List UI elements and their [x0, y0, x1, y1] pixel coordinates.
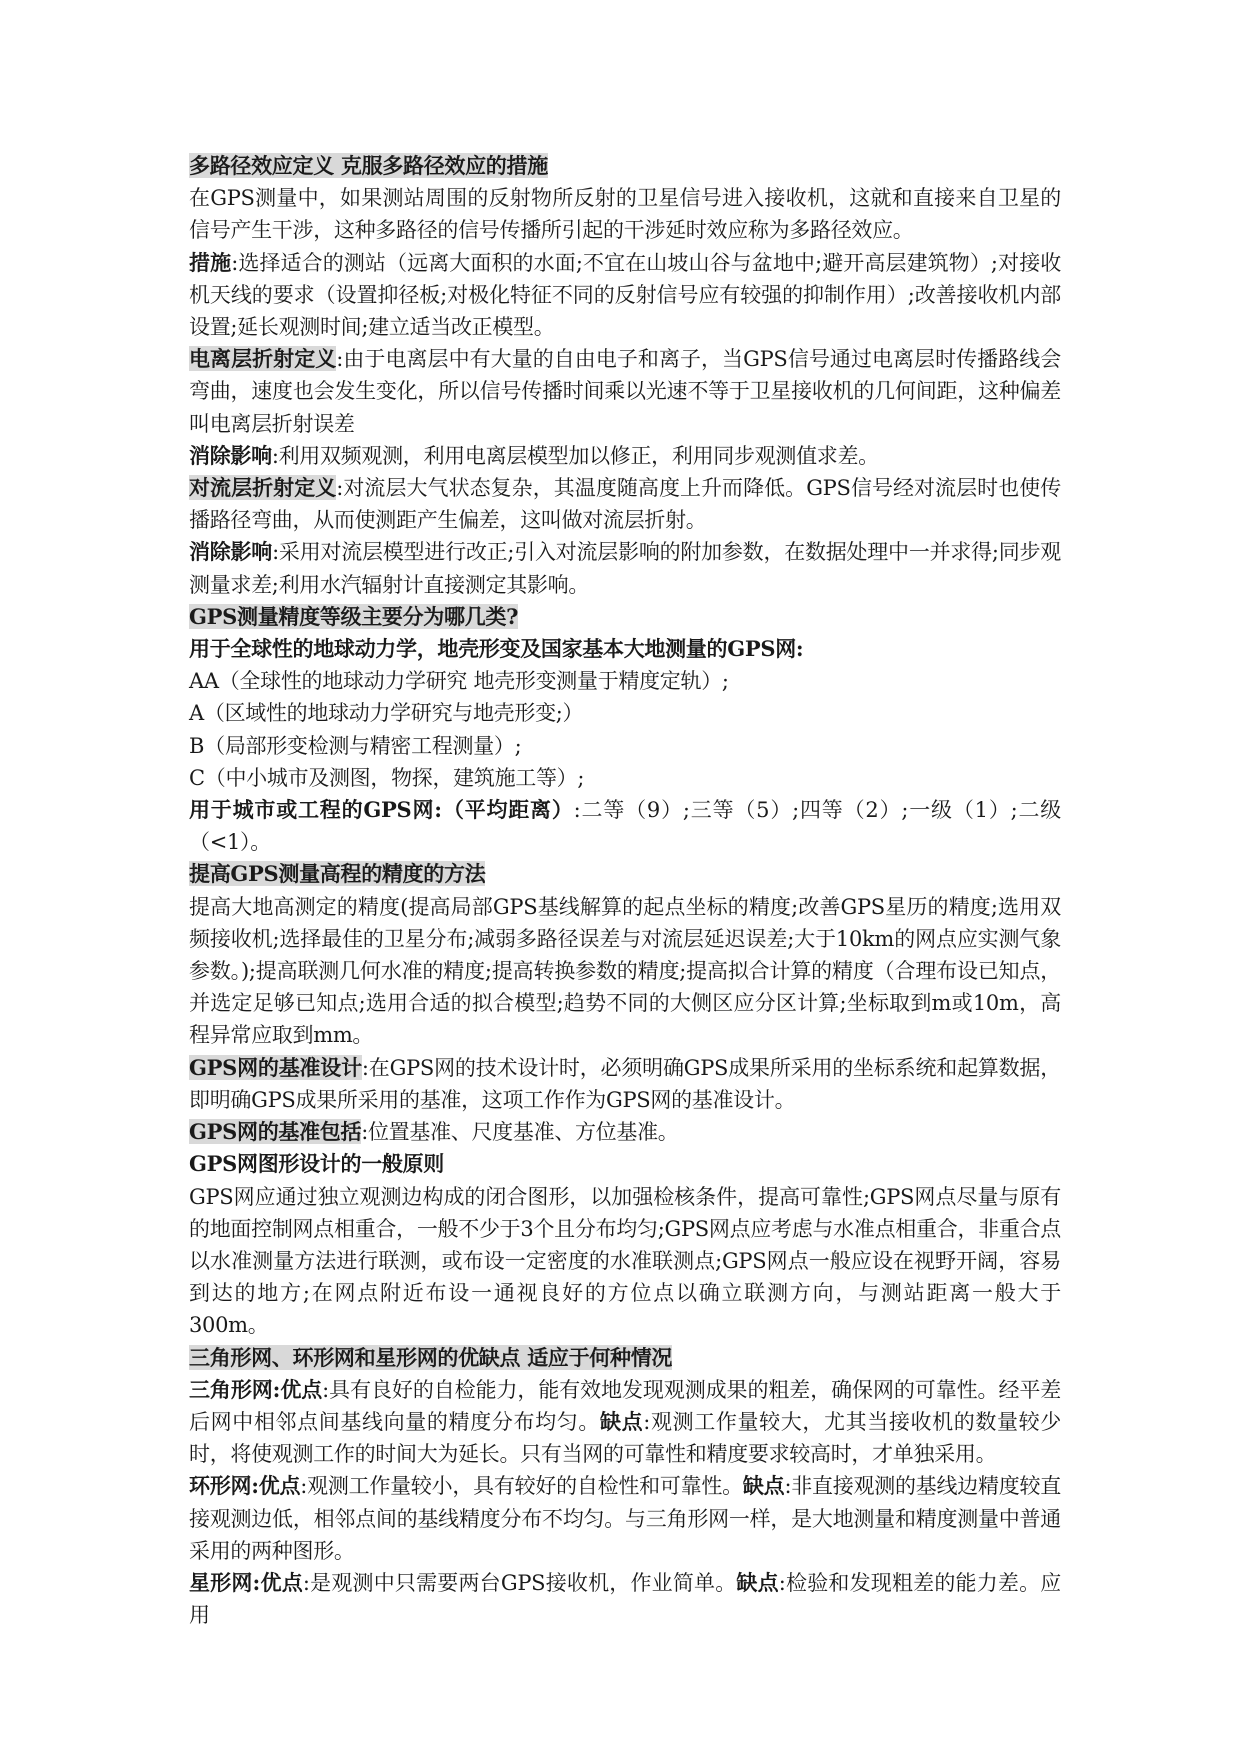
paragraph-design-text	[189, 1181, 1061, 1342]
label-triangle-advantages: 优点	[280, 1376, 323, 1402]
label-troposphere-definition: 对流层折射定义	[189, 475, 337, 501]
paragraph-multipath-measures	[189, 247, 1061, 344]
text-triangle-advantages: :具有良好的自检能力，能有效地发现观测成果的粗差，确保网的可靠性。经平差后网中相邻点间基线向量的精度分布均匀。	[189, 1377, 1061, 1434]
label-triangle-network: 三角形网:	[189, 1376, 281, 1402]
document-body	[189, 150, 1061, 1631]
text-star-advantages: :是观测中只需要两台GPS接收机，作业简单。	[302, 1570, 737, 1595]
text-ring-disadvantages: :非直接观测的基线边精度较直接观测边低，相邻点间的基线精度分布不均匀。与三角形网一样，是大地测量和精度测量中普通采用的两种图形。	[189, 1474, 1061, 1563]
text-grade-a: A（区域性的地球动力学研究与地壳形变;）	[189, 701, 584, 726]
paragraph-grades-intro	[189, 633, 1061, 665]
label-measures: 措施	[189, 249, 232, 275]
label-datum-design: GPS网的基准设计	[189, 1054, 362, 1080]
list-item-grade-c	[189, 762, 1061, 794]
text-grades-intro: 用于全球性的地球动力学，地壳形变及国家基本大地测量的GPS网:	[189, 636, 804, 662]
label-star-disadvantages: 缺点	[736, 1569, 779, 1595]
label-ring-network: 环形网:	[189, 1473, 259, 1499]
paragraph-datum-design	[189, 1052, 1061, 1116]
paragraph-troposphere-definition	[189, 472, 1061, 536]
label-troposphere-elimination: 消除影响	[189, 539, 273, 565]
paragraph-networks-title	[189, 1342, 1061, 1374]
label-city-grades: 用于城市或工程的GPS网:（平均距离）	[189, 797, 574, 823]
text-triangle-disadvantages: :观测工作量较大，尤其当接收机的数量较少时，将使观测工作的时间大为延长。只有当网的可靠性和精度要求较高时，才单独采用。	[189, 1409, 1061, 1467]
label-ionosphere-elimination: 消除影响	[189, 442, 272, 468]
label-star-network: 星形网:	[189, 1569, 261, 1595]
paragraph-ionosphere-elimination	[189, 440, 1061, 472]
text-grade-c: C（中小城市及测图，物探，建筑施工等）;	[189, 765, 585, 790]
text-datum-includes: :位置基准、尺度基准、方位基准。	[361, 1120, 679, 1145]
text-grade-aa: AA（全球性的地球动力学研究 地壳形变测量于精度定轨）;	[189, 669, 729, 694]
label-ring-advantages: 优点	[258, 1473, 301, 1499]
heading-network-design: GPS网图形设计的一般原则	[189, 1151, 444, 1177]
list-item-grade-a	[189, 697, 1061, 729]
list-item-grade-aa	[189, 665, 1061, 697]
text-multipath-definition: 在GPS测量中，如果测站周围的反射物所反射的卫星信号进入接收机，这就和直接来自卫星的信号产生干涉，这种多路径的信号传播所引起的干涉延时效应称为多路径效应。	[189, 186, 1061, 243]
text-ring-advantages: :观测工作量较小，具有较好的自检性和可靠性。	[300, 1474, 743, 1499]
paragraph-ring-network	[189, 1470, 1061, 1567]
label-triangle-disadvantages: 缺点	[599, 1408, 644, 1434]
paragraph-height-title	[189, 858, 1061, 890]
paragraph-troposphere-elimination	[189, 536, 1061, 600]
paragraph-datum-includes	[189, 1116, 1061, 1148]
heading-multipath: 多路径效应定义 克服多路径效应的措施	[189, 153, 548, 178]
label-ionosphere-definition: 电离层折射定义	[189, 346, 337, 372]
paragraph-triangle-network	[189, 1374, 1061, 1471]
paragraph-design-title	[189, 1148, 1061, 1180]
heading-grades: GPS测量精度等级主要分为哪几类?	[189, 603, 519, 629]
text-star-disadvantages: :检验和发现粗差的能力差。应用	[189, 1570, 1061, 1628]
paragraph-height-text	[189, 891, 1061, 1052]
text-city-grades: :二等（9）;三等（5）;四等（2）;一级（1）;二级（<1）。	[189, 798, 1061, 855]
paragraph-ionosphere-definition	[189, 343, 1061, 440]
label-ring-disadvantages: 缺点	[742, 1473, 785, 1499]
text-height-precision: 提高大地高测定的精度(提高局部GPS基线解算的起点坐标的精度;改善GPS星历的精度;选用双频接收机;选择最佳的卫星分布;减弱多路径误差与对流层延迟误差;大于10km的网点应实测气象参数。);提高联测几何水准的精度;提高转换参数的精度;提高拟合计算的精度（合理布设已知点，并选定足够已知点;选用合适的拟合模型;趋势不同的大侧区应分区计算;坐标取到m或10m，高程异常应取到mm。	[189, 894, 1061, 1048]
text-datum-design: :在GPS网的技术设计时，必须明确GPS成果所采用的坐标系统和起算数据，即明确GPS成果所采用的基准，这项工作作为GPS网的基准设计。	[189, 1055, 1061, 1112]
heading-height-precision: 提高GPS测量高程的精度的方法	[189, 861, 486, 887]
text-troposphere-elimination: :采用对流层模型进行改正;引入对流层影响的附加参数，在数据处理中一并求得;同步观测量求差;利用水汽辐射计直接测定其影响。	[189, 540, 1061, 597]
text-ionosphere-elimination: :利用双频观测，利用电离层模型加以修正，利用同步观测值求差。	[271, 443, 879, 468]
text-network-design: GPS网应通过独立观测边构成的闭合图形，以加强检核条件，提高可靠性;GPS网点尽量与原有的地面控制网点相重合，一般不少于3个且分布均匀;GPS网点应考虑与水准点相重合，非重合点以水准测量方法进行联测，或布设一定密度的水准联测点;GPS网点一般应设在视野开阔，容易到达的地方;在网点附近布设一通视良好的方位点以确立联测方向，与测站距离一般大于300m。	[189, 1184, 1061, 1338]
label-star-advantages: 优点	[260, 1569, 303, 1595]
text-grade-b: B（局部形变检测与精密工程测量）;	[189, 733, 522, 758]
list-item-grade-b	[189, 730, 1061, 762]
paragraph-city-grades	[189, 794, 1061, 858]
paragraph-multipath-title	[189, 150, 1061, 182]
label-datum-includes: GPS网的基准包括	[189, 1119, 362, 1145]
text-ionosphere-definition: :由于电离层中有大量的自由电子和离子，当GPS信号通过电离层时传播路线会弯曲，速度也会发生变化，所以信号传播时间乘以光速不等于卫星接收机的几何间距，这种偏差叫电离层折射误差	[189, 347, 1061, 436]
paragraph-grades-title	[189, 601, 1061, 633]
text-troposphere-definition: :对流层大气状态复杂，其温度随高度上升而降低。GPS信号经对流层时也使传播路径弯曲，从而使测距产生偏差，这叫做对流层折射。	[189, 476, 1061, 533]
heading-networks: 三角形网、环形网和星形网的优缺点 适应于何种情况	[189, 1344, 673, 1370]
paragraph-star-network	[189, 1567, 1061, 1631]
text-measures: :选择适合的测站（远离大面积的水面;不宜在山坡山谷与盆地中;避开高层建筑物）;对接收机天线的要求（设置抑径板;对极化特征不同的反射信号应有较强的抑制作用）;改善接收机内部设置;延长观测时间;建立适当改正模型。	[189, 250, 1061, 340]
paragraph-multipath-definition	[189, 182, 1061, 246]
